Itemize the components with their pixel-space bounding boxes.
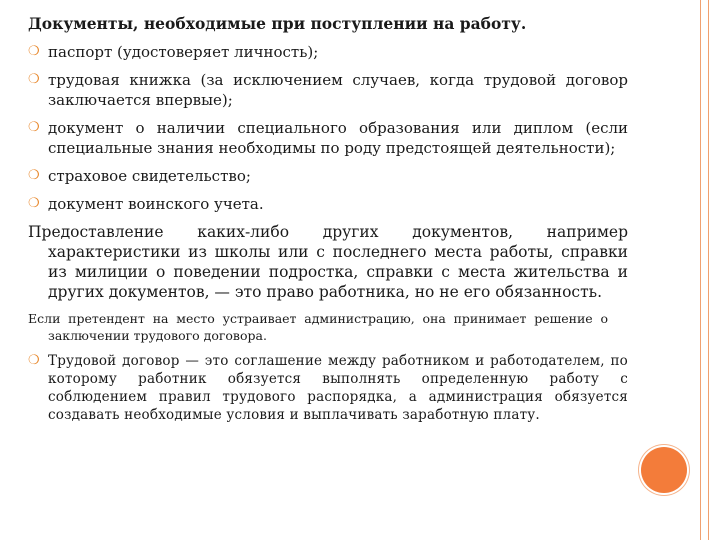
circle-bullet-icon: ❍ xyxy=(28,44,40,59)
circle-bullet-icon: ❍ xyxy=(28,196,40,211)
circle-bullet-icon: ❍ xyxy=(28,168,40,183)
decorative-border-line xyxy=(700,0,701,540)
list-item xyxy=(28,118,628,158)
list-item-text: паспорт (удостоверяет личность); xyxy=(48,43,319,61)
list-item-text: документ о наличии специального образования или диплом (если специальные знания необходимы по роду предстоящей деятельности); xyxy=(48,119,628,157)
documents-list xyxy=(28,42,628,214)
slide-content xyxy=(28,14,628,424)
list-item-text: страховое свидетельство; xyxy=(48,167,251,185)
list-item xyxy=(28,166,628,186)
decorative-border-line xyxy=(708,0,709,540)
list-item xyxy=(28,194,628,214)
contract-definition xyxy=(28,352,628,424)
contract-definition-text: Трудовой договор — это соглашение между работником и работодателем, по которому работник обязуется выполнять определенную работу с соблюдением правил трудового распорядка, а администрация обязуется создавать необходимые условия и выплачивать заработную плату. xyxy=(48,353,628,423)
list-item xyxy=(28,42,628,62)
list-item-text: трудовая книжка (за исключением случаев, когда трудовой договор заключается впервые); xyxy=(48,71,628,109)
optional-documents-paragraph: Предоставление каких-либо других документов, например характеристики из школы или с последнего места работы, справки из милиции о поведении подростка, справки с места жительства и других документов, — это право работника, но не его обязанность. xyxy=(28,223,628,301)
list-item-text: документ воинского учета. xyxy=(48,195,264,213)
circle-bullet-icon: ❍ xyxy=(28,120,40,135)
slide-title: Документы, необходимые при поступлении на работу. xyxy=(28,14,527,33)
list-item xyxy=(28,70,628,110)
circle-bullet-icon: ❍ xyxy=(28,72,40,87)
circle-bullet-icon: ❍ xyxy=(28,353,40,368)
decorative-orange-circle xyxy=(641,447,687,493)
decision-paragraph: Если претендент на место устраивает администрацию, она принимает решение о заключении трудового договора. xyxy=(28,311,608,343)
